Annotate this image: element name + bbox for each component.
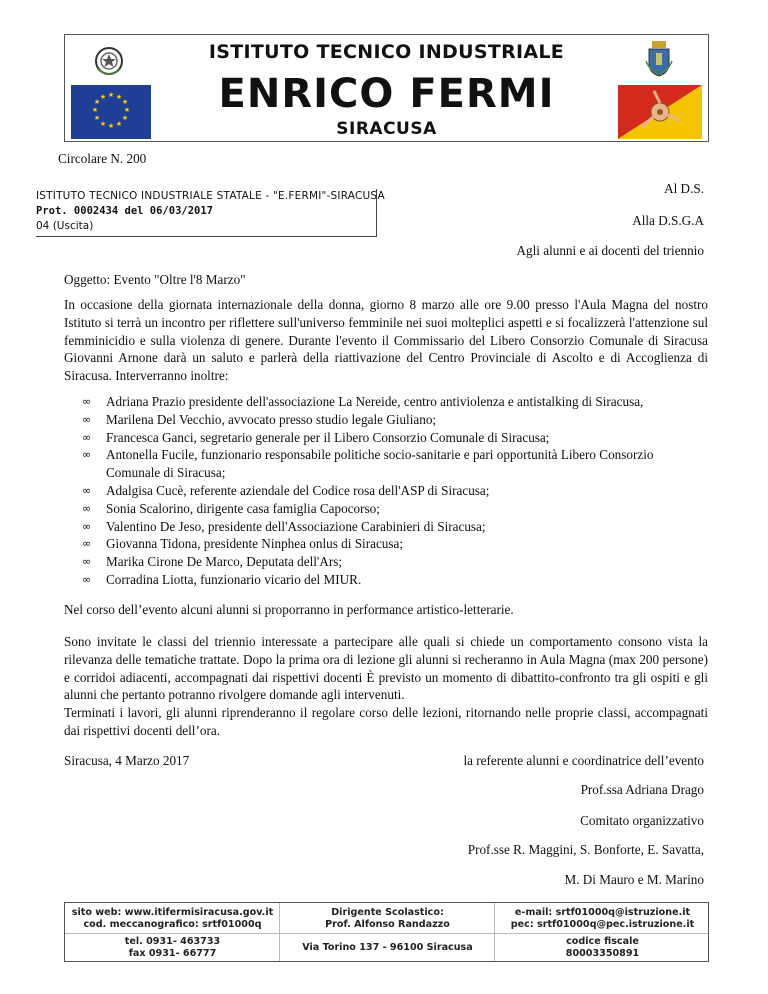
signature-name: Prof.ssa Adriana Drago — [580, 782, 704, 797]
protocol-number: Prot. 0002434 del 06/03/2017 — [36, 205, 214, 217]
instructions-paragraph: Sono invitate le classi del triennio interessate a partecipare alle quali si chiede un comportamento consono vista la rilevanza delle tematiche trattate. Dopo la prima ora di lezione gli alunni si recheranno in Aula Magna (max 200 persone) e corridoi adiacenti, accompagnati dai rispettivi docenti È previsto un momento di dibattito-confronto tra gli ospiti e gli alunni che pertanto potranno rivolgere domande agli intervenuti. — [64, 634, 708, 703]
svg-text:★: ★ — [107, 91, 115, 99]
svg-text:★: ★ — [99, 120, 107, 128]
svg-text:★: ★ — [121, 114, 129, 122]
list-item — [82, 500, 708, 518]
list-item — [82, 535, 708, 553]
list-item — [82, 411, 708, 429]
city-coat-of-arms-icon — [644, 41, 674, 77]
list-item — [82, 482, 708, 500]
bullet-icon: ∞ — [82, 555, 92, 569]
speaker-text: Sonia Scalorino, dirigente casa famiglia Capocorso; — [106, 500, 380, 516]
bullet-icon: ∞ — [82, 572, 92, 586]
footer-address: Via Torino 137 - 96100 Siracusa — [302, 942, 473, 953]
footer-pec: pec: srtf01000q@pec.istruzione.it — [510, 919, 695, 930]
speakers-list — [82, 393, 708, 589]
speaker-text: Corradina Liotta, funzionario vicario del MIUR. — [106, 571, 362, 587]
speaker-text: Adalgisa Cucè, referente aziendale del Codice rosa dell'ASP di Siracusa; — [106, 482, 490, 498]
bullet-icon: ∞ — [82, 483, 92, 497]
footer-phone-info — [65, 936, 280, 960]
closing-paragraph: Terminati i lavori, gli alunni riprenderanno il regolare corso delle lezioni, ritornando nelle proprie classi, accompagnati dai rispettivi docenti dell’ora. — [64, 705, 708, 738]
protocol-type: 04 (Uscita) — [36, 220, 94, 232]
recipient-ds: Al D.S. — [664, 181, 704, 196]
intro-paragraph: In occasione della giornata internazionale della donna, giorno 8 marzo alle ore 9.00 presso l'Aula Magna del nostro Istituto si terrà un incontro per riflettere sull'universo femminile nei suoi molteplici aspetti e si focalizzerà l'attenzione sul femminicidio e sulla violenza di genere. Durante l'evento il Commissario del Libero Consorzio Comunale di Siracusa Giovanni Arnone darà un saluto e parlerà della riattivazione del Centro Provinciale di Ascolto e di Accoglienza di Siracusa. Interverranno inoltre: — [64, 297, 708, 384]
bullet-icon: ∞ — [82, 519, 92, 533]
speaker-text: Adriana Prazio presidente dell'associazione La Nereide, centro antiviolenza e antistalking di Siracusa, — [106, 394, 644, 409]
speaker-text: Antonella Fucile, funzionario responsabile politiche socio-sanitarie e pari opportunità Libero Consorzio Comunale di Siracusa; — [106, 447, 654, 481]
list-item — [82, 553, 708, 571]
svg-text:★: ★ — [123, 106, 131, 114]
performance-paragraph: Nel corso dell’evento alcuni alunni si proporranno in performance artistico-letterarie. — [64, 602, 514, 617]
bullet-icon: ∞ — [82, 448, 92, 462]
place-date: Siracusa, 4 Marzo 2017 — [64, 753, 190, 768]
signature-committee: Comitato organizzativo — [580, 813, 704, 828]
signature-role: la referente alunni e coordinatrice dell’evento — [463, 753, 704, 768]
svg-text:★: ★ — [93, 114, 101, 122]
list-item — [82, 393, 708, 411]
footer-website: sito web: www.itifermisiracusa.gov.it — [71, 907, 274, 918]
list-item — [82, 446, 708, 482]
footer-fiscal-code-label: codice fiscale — [566, 936, 639, 947]
footer-fax: fax 0931- 66777 — [128, 948, 217, 959]
letterhead — [64, 34, 709, 142]
recipient-students-teachers: Agli alunni e ai docenti del triennio — [516, 243, 704, 258]
protocol-organization: ISTITUTO TECNICO INDUSTRIALE STATALE - "E.FERMI"-SIRACUSA — [36, 190, 385, 202]
bullet-icon: ∞ — [82, 430, 92, 444]
protocol-stamp — [36, 189, 385, 237]
list-item — [82, 429, 708, 447]
sicily-flag-icon — [618, 85, 702, 139]
footer-principal-name: Prof. Alfonso Randazzo — [325, 919, 450, 930]
footer-fiscal-code-value: 80003350891 — [565, 948, 640, 959]
footer-email: e-mail: srtf01000q@istruzione.it — [514, 907, 691, 918]
footer-web-info — [65, 907, 280, 931]
speaker-text: Valentino De Jeso, presidente dell'Associazione Carabinieri di Siracusa; — [106, 518, 486, 534]
speaker-text: Giovanna Tidona, presidente Ninphea onlus di Siracusa; — [106, 536, 404, 552]
header-school-name: ENRICO FERMI — [218, 71, 555, 117]
header-city: SIRACUSA — [336, 119, 437, 139]
footer-principal-label: Dirigente Scolastico: — [331, 907, 444, 918]
speaker-text: Marilena Del Vecchio, avvocato presso studio legale Giuliano; — [106, 411, 437, 427]
svg-text:★: ★ — [91, 106, 99, 114]
svg-text:★: ★ — [99, 93, 107, 101]
bullet-icon: ∞ — [82, 395, 92, 408]
bullet-icon: ∞ — [82, 537, 92, 551]
speaker-text: Marika Cirone De Marco, Deputata dell'Ars; — [106, 554, 343, 570]
svg-text:★: ★ — [115, 120, 123, 128]
footer-mechanographic-code: cod. meccanografico: srtf01000q — [83, 919, 262, 930]
bullet-icon: ∞ — [82, 412, 92, 426]
list-item — [82, 518, 708, 536]
instructions-block — [64, 633, 708, 740]
header-school-type: ISTITUTO TECNICO INDUSTRIALE — [208, 41, 565, 63]
circular-number: Circolare N. 200 — [58, 151, 147, 166]
signature-committee-members-cont: M. Di Mauro e M. Marino — [564, 872, 704, 887]
speaker-text: Francesca Ganci, segretario generale per il Libero Consorzio Comunale di Siracusa; — [106, 429, 550, 445]
svg-text:★: ★ — [93, 98, 101, 106]
signature-committee-members: Prof.sse R. Maggini, S. Bonforte, E. Savatta, — [467, 842, 704, 857]
svg-text:★: ★ — [121, 98, 129, 106]
footer-principal — [280, 907, 495, 931]
bullet-icon: ∞ — [82, 501, 92, 515]
footer-fiscal-code — [495, 936, 710, 960]
recipient-dsga: Alla D.S.G.A — [632, 213, 704, 228]
svg-text:★: ★ — [115, 93, 123, 101]
footer-email-info — [495, 907, 710, 931]
footer — [64, 902, 709, 962]
subject-line: Oggetto: Evento "Oltre l'8 Marzo" — [64, 272, 246, 287]
list-item — [82, 571, 708, 589]
footer-phone: tel. 0931- 463733 — [124, 936, 221, 947]
footer-divider — [65, 933, 708, 934]
svg-text:★: ★ — [107, 122, 115, 130]
